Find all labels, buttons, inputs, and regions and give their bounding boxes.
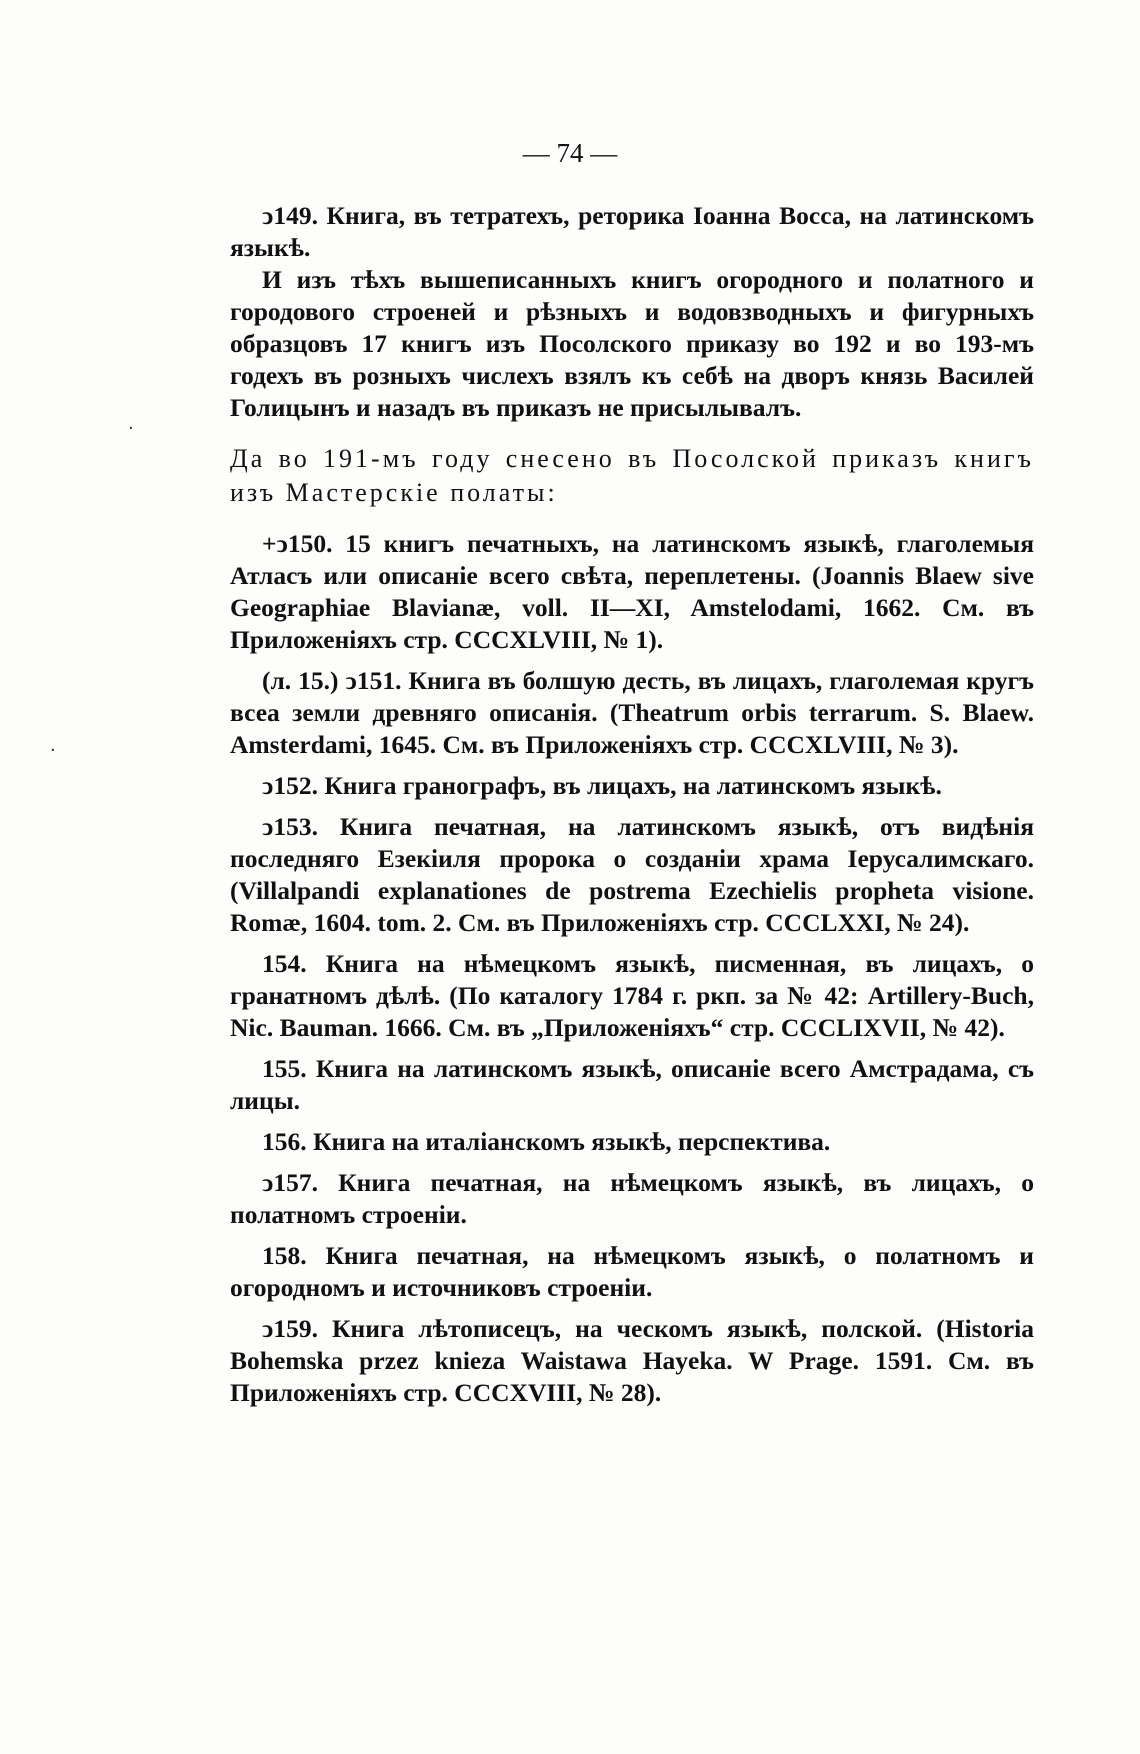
entry-152: ↄ152. Книга гранографъ, въ лицахъ, на латинскомъ языкѣ. (262, 771, 942, 800)
stray-mark: · (128, 418, 134, 439)
entry-157: ↄ157. Книга печатная, на нѣмецкомъ языкѣ, въ лицахъ, о полатномъ строеніи. (230, 1168, 1034, 1229)
entry-159: ↄ159. Книга лѣтописецъ, на ческомъ языкѣ, полской. (Historia Bohemska przez knieza Waistawa Hayeka. W Prage. 1591. См. въ Приложеніяхъ стр. CCCXVIII, № 28). (230, 1314, 1034, 1407)
entry-153: ↄ153. Книга печатная, на латинскомъ языкѣ, отъ видѣнія последняго Езекіиля пророка о созданіи храма Іерусалимскаго. (Villalpandi explanationes de postrema Ezechielis propheta visione. Romæ, 1604. tom. 2. См. въ Приложеніяхъ стр. CCCLXXI, № 24). (230, 812, 1034, 937)
entry-156: 156. Книга на италіанскомъ языкѣ, перспектива. (262, 1127, 831, 1156)
page-number: — 74 — (522, 138, 618, 168)
section-heading-paragraph: Да во 191-мъ году снесено въ Посолской приказъ книгъ изъ Мастерскіе полаты: (230, 444, 1034, 507)
entry-158: 158. Книга печатная, на нѣмецкомъ языкѣ, о полатномъ и огородномъ и источниковъ строеніи. (230, 1241, 1034, 1302)
entry-151: (л. 15.) ↄ151. Книга въ болшую десть, въ лицахъ, глаголемая кругъ всеа земли древняго описанія. (Theatrum orbis terrarum. S. Blaew. Amsterdami, 1645. См. въ Приложеніяхъ стр. CCCXLVIII, № 3). (230, 666, 1034, 759)
entry-149: ↄ149. Книга, въ тетратехъ, реторика Іоанна Восса, на латинскомъ языкѣ. (230, 201, 1034, 262)
entry-154: 154. Книга на нѣмецкомъ языкѣ, писменная, въ лицахъ, о гранатномъ дѣлѣ. (По каталогу 1784 г. ркп. за № 42: Artillery-Buch, Nic. Bauman. 1666. См. въ „Приложеніяхъ“ стр. CCCLIXVII, № 42). (230, 949, 1034, 1042)
stray-mark: · (50, 740, 56, 761)
intro-paragraph: И изъ тѣхъ вышеписанныхъ книгъ огородного и полатного и городового строеней и рѣзныхъ и водовзводныхъ и фигурныхъ образцовъ 17 книгъ изъ Посолского приказу во 192 и во 193-мъ годехъ въ розныхъ числехъ взялъ къ себѣ на дворъ князь Василей Голицынъ и назадъ въ приказъ не присылывалъ. (230, 265, 1034, 422)
entry-150: +ↄ150. 15 книгъ печатныхъ, на латинскомъ языкѣ, глаголемыя Атласъ или описаніе всего свѣта, переплетены. (Joannis Blaew sive Geographiae Blavianæ, voll. II—XI, Amstelodami, 1662. См. въ Приложеніяхъ стр. CCCXLVIII, № 1). (230, 529, 1034, 654)
page-body (230, 200, 1034, 1418)
entry-155: 155. Книга на латинскомъ языкѣ, описаніе всего Амстрадама, съ лицы. (230, 1054, 1034, 1115)
